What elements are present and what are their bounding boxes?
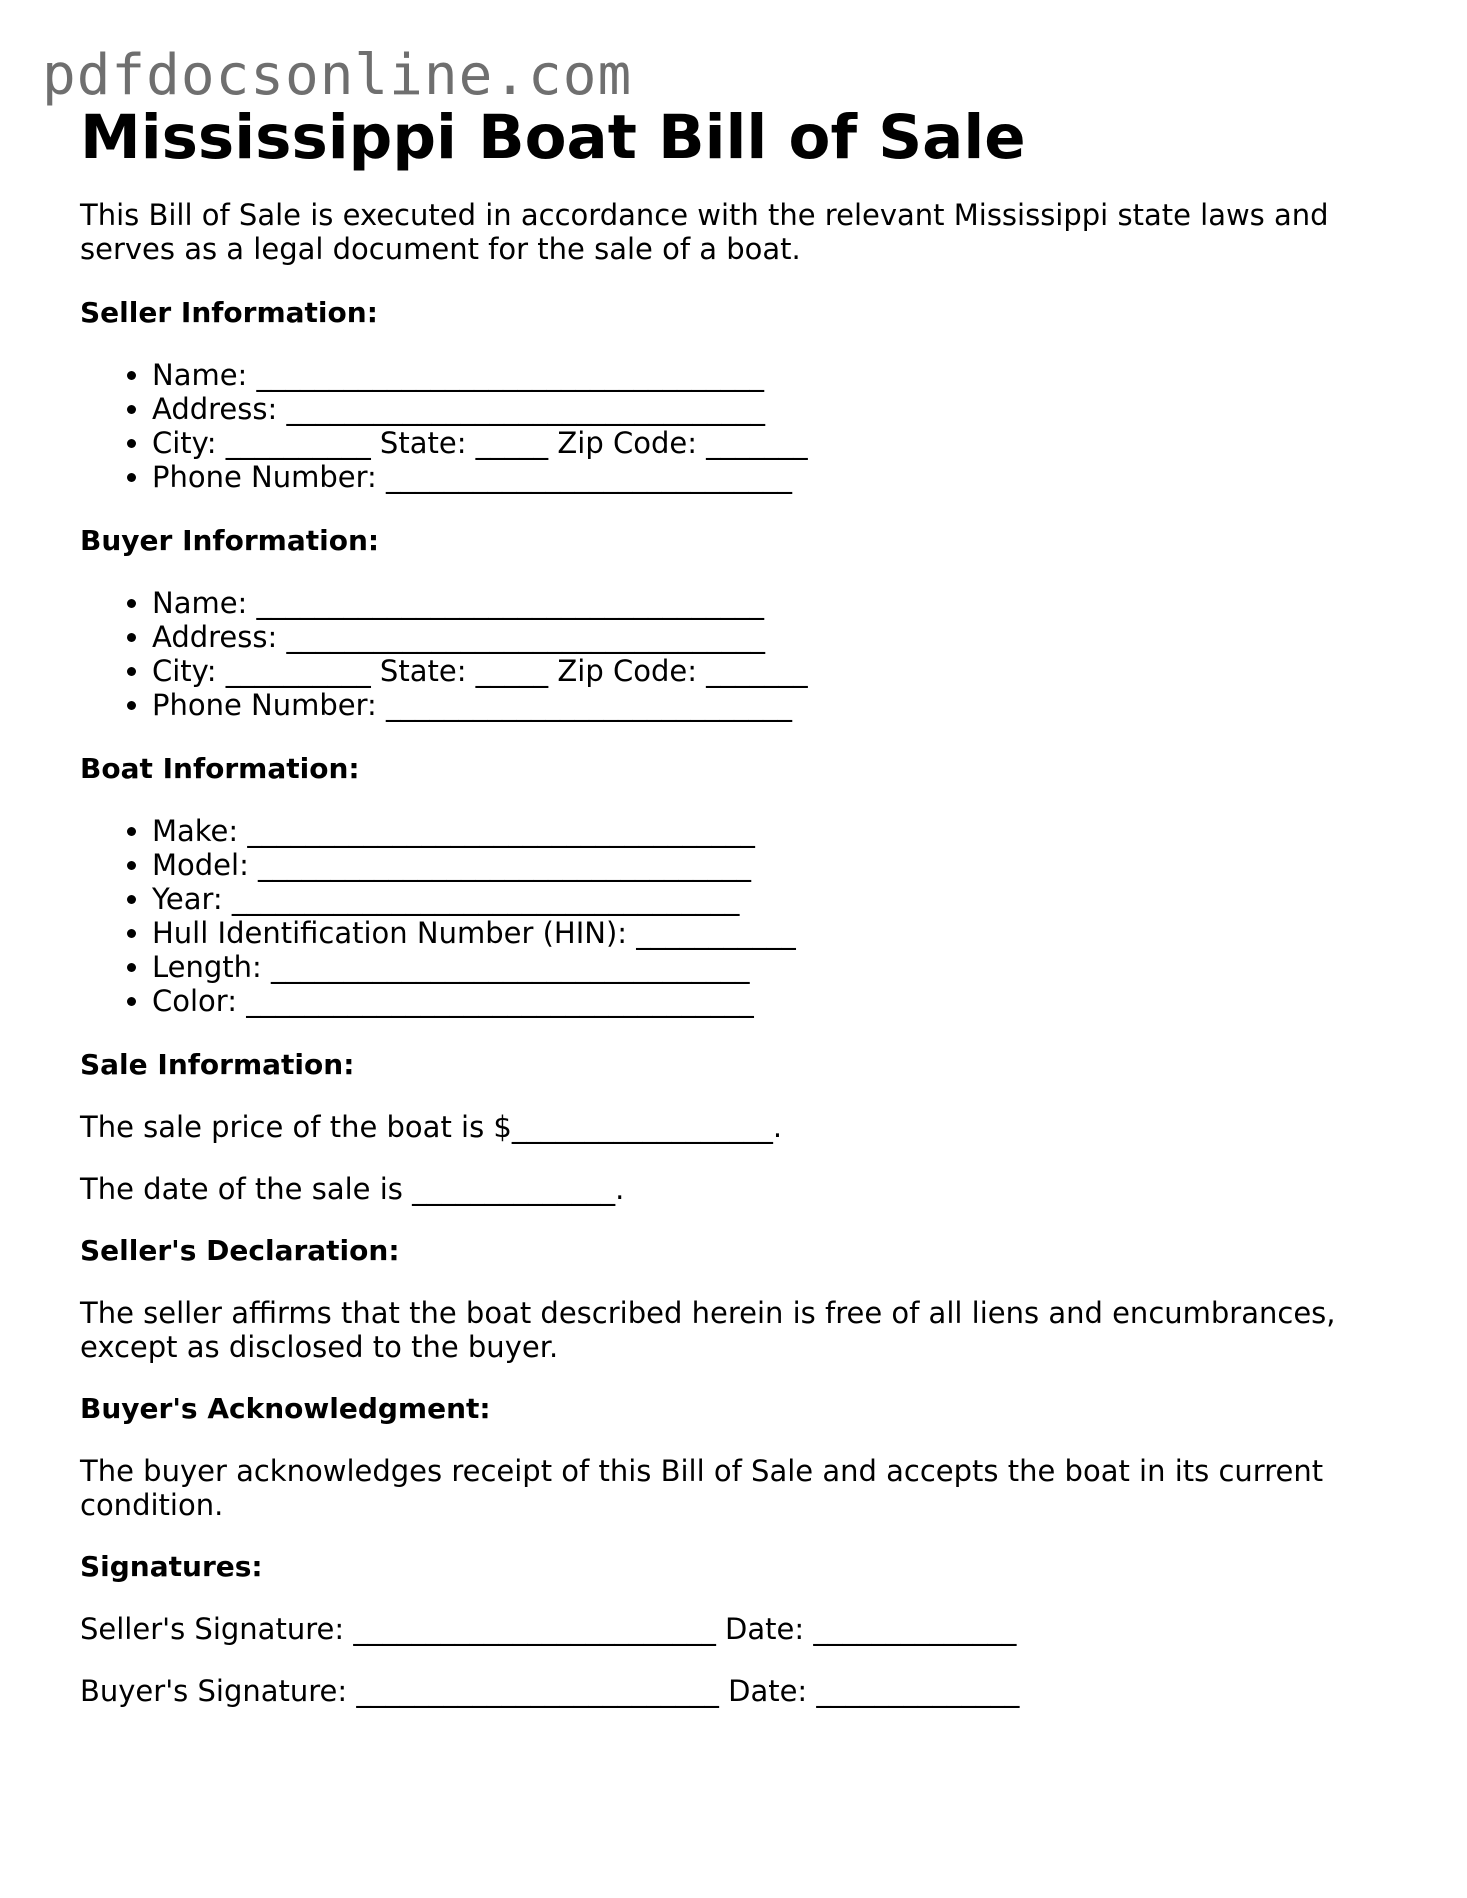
boat-information-heading: Boat Information: bbox=[80, 752, 360, 785]
seller-information-list bbox=[80, 358, 1400, 494]
buyer-signature-line: Buyer's Signature: _________________________ Date: ______________ bbox=[80, 1674, 1020, 1708]
buyer-city-state-zip-field: • City: __________ State: _____ Zip Code: _______ bbox=[152, 654, 1400, 688]
boat-hin-field: • Hull Identification Number (HIN): ___________ bbox=[152, 916, 1400, 950]
buyer-information-list bbox=[80, 586, 1400, 722]
document-title: Mississippi Boat Bill of Sale bbox=[80, 102, 1026, 173]
buyer-acknowledgment-text: The buyer acknowledges receipt of this Bill of Sale and accepts the boat in its current condition. bbox=[80, 1454, 1324, 1522]
buyer-information-heading: Buyer Information: bbox=[80, 524, 380, 557]
document-page bbox=[80, 96, 1400, 1708]
seller-declaration-heading: Seller's Declaration: bbox=[80, 1234, 400, 1267]
buyer-phone-field: • Phone Number: ____________________________ bbox=[152, 688, 1400, 722]
sale-date-line: The date of the sale is ______________. bbox=[80, 1172, 625, 1206]
seller-address-field: • Address: _________________________________ bbox=[152, 392, 1400, 426]
boat-color-field: • Color: ___________________________________ bbox=[152, 984, 1400, 1018]
buyer-acknowledgment-heading: Buyer's Acknowledgment: bbox=[80, 1392, 491, 1425]
sale-information-heading: Sale Information: bbox=[80, 1048, 355, 1081]
signatures-heading: Signatures: bbox=[80, 1550, 263, 1583]
seller-name-field: • Name: ___________________________________ bbox=[152, 358, 1400, 392]
boat-make-field: • Make: ___________________________________ bbox=[152, 814, 1400, 848]
seller-signature-line: Seller's Signature: _________________________ Date: ______________ bbox=[80, 1612, 1017, 1646]
boat-length-field: • Length: _________________________________ bbox=[152, 950, 1400, 984]
boat-year-field: • Year: ___________________________________ bbox=[152, 882, 1400, 916]
watermark: pdfdocsonline.com bbox=[42, 43, 633, 108]
intro-paragraph: This Bill of Sale is executed in accordance with the relevant Mississippi state laws and serves as a legal document for the sale of a boat. bbox=[80, 198, 1329, 266]
sale-price-line: The sale price of the boat is $__________________. bbox=[80, 1110, 783, 1144]
seller-information-heading: Seller Information: bbox=[80, 296, 378, 329]
seller-declaration-text: The seller affirms that the boat described herein is free of all liens and encumbrances, except as disclosed to the buyer. bbox=[80, 1296, 1336, 1364]
buyer-address-field: • Address: _________________________________ bbox=[152, 620, 1400, 654]
boat-information-list bbox=[80, 814, 1400, 1018]
boat-model-field: • Model: __________________________________ bbox=[152, 848, 1400, 882]
buyer-name-field: • Name: ___________________________________ bbox=[152, 586, 1400, 620]
seller-phone-field: • Phone Number: ____________________________ bbox=[152, 460, 1400, 494]
seller-city-state-zip-field: • City: __________ State: _____ Zip Code: _______ bbox=[152, 426, 1400, 460]
